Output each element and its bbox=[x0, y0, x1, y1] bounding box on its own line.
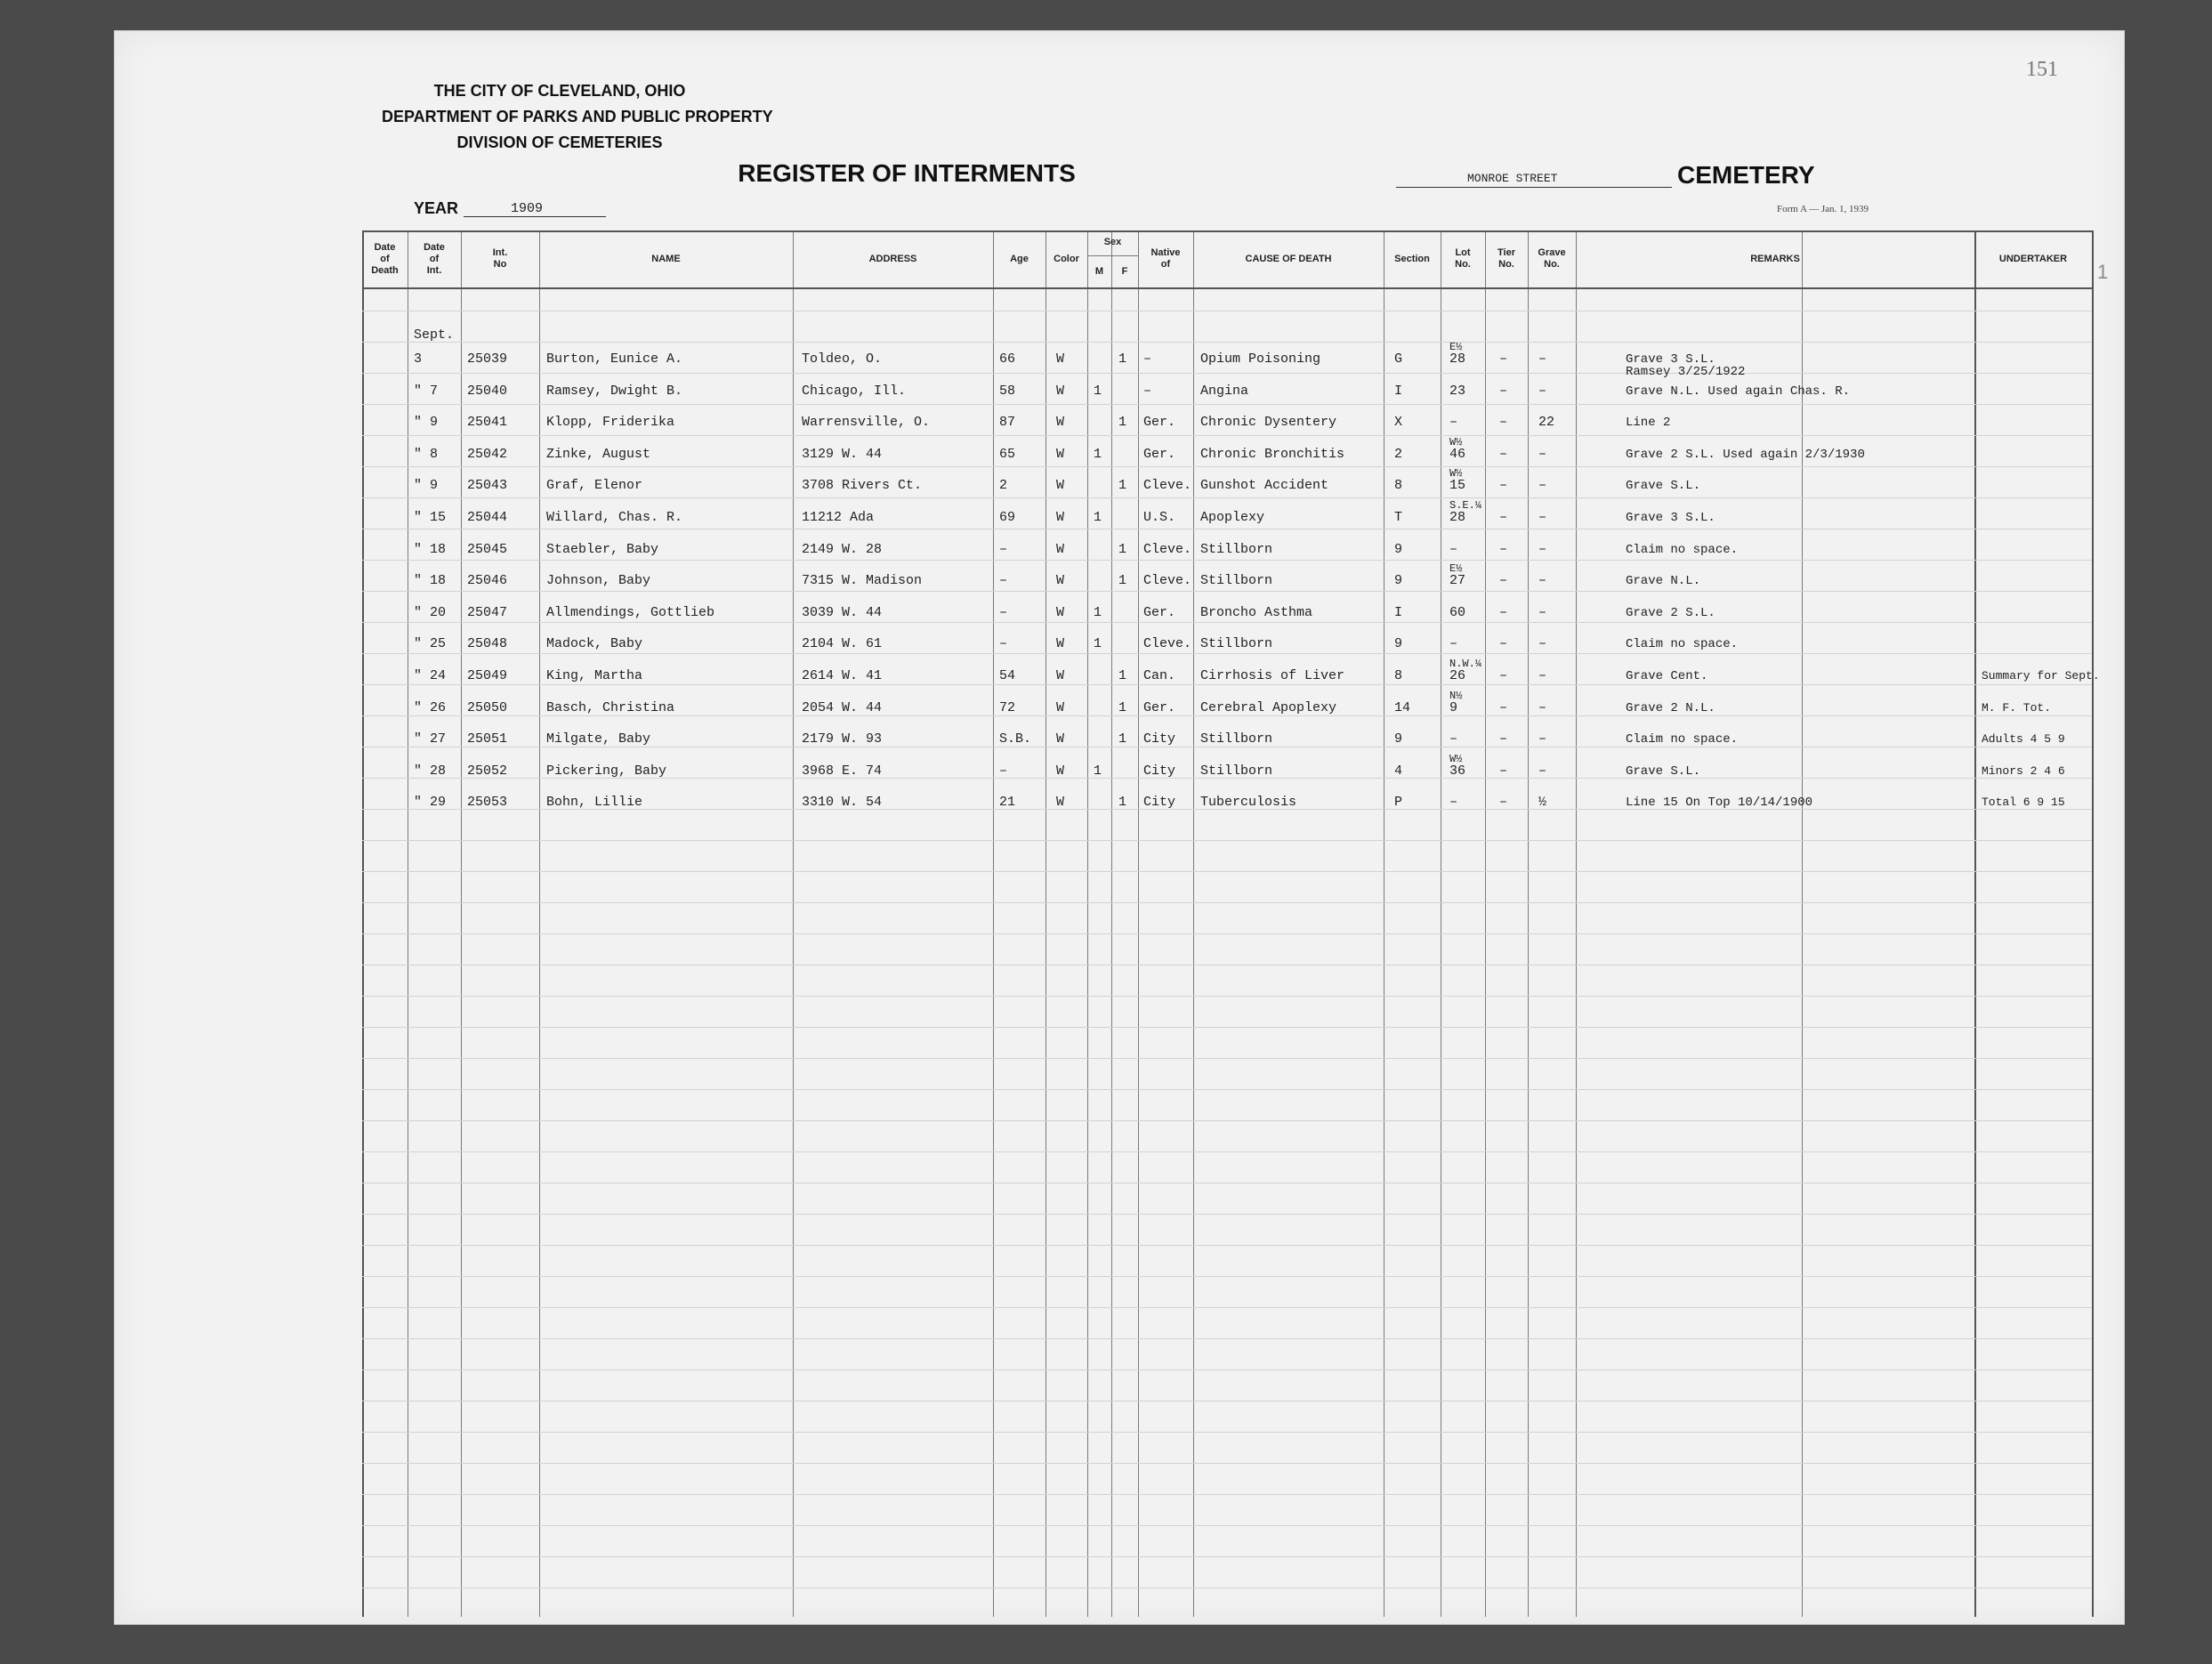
lot-fraction-note: S.E.¼ bbox=[1449, 499, 1482, 512]
remarks: Grave 3 S.L. bbox=[1626, 511, 1716, 525]
tier-number: – bbox=[1499, 351, 1508, 367]
int-number: 25039 bbox=[467, 351, 508, 367]
tier-number: – bbox=[1499, 795, 1508, 811]
lot-number: – bbox=[1449, 636, 1458, 652]
col-address: ADDRESS bbox=[868, 253, 917, 264]
remarks: Claim no space. bbox=[1626, 732, 1739, 747]
grave-number: – bbox=[1538, 699, 1547, 715]
remarks: Claim no space. bbox=[1626, 637, 1739, 652]
native-of: Can. bbox=[1143, 668, 1176, 683]
remarks: Grave Cent. bbox=[1626, 669, 1708, 683]
section: 8 bbox=[1394, 668, 1403, 683]
native-of: Ger. bbox=[1143, 699, 1176, 715]
section: I bbox=[1394, 383, 1403, 399]
int-number: 25040 bbox=[467, 383, 508, 399]
deceased-name: King, Martha bbox=[546, 668, 643, 683]
address: 2179 W. 93 bbox=[802, 731, 883, 747]
int-number: 25051 bbox=[467, 731, 508, 747]
lot-fraction-note: W½ bbox=[1449, 435, 1463, 448]
age: 87 bbox=[999, 415, 1016, 431]
remarks-note: Ramsey 3/25/1922 bbox=[1626, 365, 1746, 379]
undertaker: Adults 4 5 9 bbox=[1982, 732, 2065, 747]
deceased-name: Klopp, Friderika bbox=[546, 415, 675, 431]
register-title: REGISTER OF INTERMENTS bbox=[738, 159, 1076, 187]
sex-m: 1 bbox=[1094, 763, 1102, 779]
section: 8 bbox=[1394, 478, 1403, 494]
int-date: " 25 bbox=[414, 636, 447, 652]
color: W bbox=[1056, 795, 1065, 811]
grave-number: – bbox=[1538, 604, 1547, 620]
remarks: Grave N.L. bbox=[1626, 574, 1701, 589]
grave-number: 22 bbox=[1538, 415, 1555, 431]
cause-of-death: Broncho Asthma bbox=[1200, 604, 1313, 620]
city-heading: THE CITY OF CLEVELAND, OHIO bbox=[433, 82, 686, 100]
sex-m: 1 bbox=[1094, 383, 1102, 399]
deceased-name: Bohn, Lillie bbox=[546, 795, 643, 811]
int-number: 25045 bbox=[467, 541, 508, 557]
deceased-name: Allmendings, Gottlieb bbox=[546, 604, 715, 620]
col-cause: CAUSE OF DEATH bbox=[1245, 253, 1332, 264]
int-date: " 20 bbox=[414, 604, 447, 620]
form-note: Form A — Jan. 1, 1939 bbox=[1777, 204, 1869, 214]
cause-of-death: Stillborn bbox=[1200, 573, 1273, 589]
native-of: Cleve. bbox=[1143, 573, 1192, 589]
cause-of-death: Chronic Dysentery bbox=[1200, 415, 1337, 431]
lot-number: 28 bbox=[1449, 510, 1466, 525]
int-date: " 8 bbox=[414, 446, 439, 462]
tier-number: – bbox=[1499, 446, 1508, 462]
native-of: Ger. bbox=[1143, 415, 1176, 431]
col-undertaker: UNDERTAKER bbox=[1998, 253, 2068, 264]
deceased-name: Zinke, August bbox=[546, 446, 651, 462]
cause-of-death: Stillborn bbox=[1200, 541, 1273, 557]
section: 14 bbox=[1394, 699, 1411, 715]
cause-of-death: Stillborn bbox=[1200, 763, 1273, 779]
sex-f: 1 bbox=[1118, 699, 1127, 715]
tier-number: – bbox=[1499, 415, 1508, 431]
grave-number: – bbox=[1538, 446, 1547, 462]
cause-of-death: Stillborn bbox=[1200, 731, 1273, 747]
address: 2104 W. 61 bbox=[802, 636, 883, 652]
deceased-name: Graf, Elenor bbox=[546, 478, 643, 494]
color: W bbox=[1056, 668, 1065, 683]
age: S.B. bbox=[999, 731, 1032, 747]
sex-m: 1 bbox=[1094, 510, 1102, 525]
tier-number: – bbox=[1499, 573, 1508, 589]
sex-f: 1 bbox=[1118, 541, 1127, 557]
native-of: Ger. bbox=[1143, 446, 1176, 462]
native-of: City bbox=[1143, 795, 1176, 811]
int-date: " 18 bbox=[414, 541, 447, 557]
sex-m: 1 bbox=[1094, 604, 1102, 620]
grave-number: – bbox=[1538, 510, 1547, 525]
deceased-name: Burton, Eunice A. bbox=[546, 351, 683, 367]
cemetery-label: CEMETERY bbox=[1677, 161, 1815, 189]
tier-number: – bbox=[1499, 604, 1508, 620]
cause-of-death: Gunshot Accident bbox=[1200, 478, 1329, 494]
grave-number: – bbox=[1538, 636, 1547, 652]
lot-number: 9 bbox=[1449, 699, 1458, 715]
lot-fraction-note: N½ bbox=[1449, 689, 1463, 702]
lot-number: 60 bbox=[1449, 604, 1466, 620]
address: Warrensville, O. bbox=[802, 415, 931, 431]
tier-number: – bbox=[1499, 510, 1508, 525]
col-lot: Lot No. bbox=[1455, 247, 1471, 270]
lot-number: 36 bbox=[1449, 763, 1466, 779]
deceased-name: Milgate, Baby bbox=[546, 731, 651, 747]
native-of: – bbox=[1143, 383, 1152, 399]
color: W bbox=[1056, 351, 1065, 367]
cause-of-death: Apoplexy bbox=[1200, 510, 1265, 525]
col-sex-f: F bbox=[1121, 265, 1128, 277]
sex-f: 1 bbox=[1118, 415, 1127, 431]
col-age: Age bbox=[1010, 253, 1029, 264]
section: T bbox=[1394, 510, 1403, 525]
col-grave: Grave No. bbox=[1538, 247, 1566, 270]
sex-f: 1 bbox=[1118, 478, 1127, 494]
age: 58 bbox=[999, 383, 1016, 399]
section: I bbox=[1394, 604, 1403, 620]
cause-of-death: Stillborn bbox=[1200, 636, 1273, 652]
age: – bbox=[999, 573, 1008, 589]
year-label: YEAR bbox=[414, 199, 459, 217]
grave-number: – bbox=[1538, 351, 1547, 367]
native-of: – bbox=[1143, 351, 1152, 367]
int-date: " 24 bbox=[414, 668, 447, 683]
sex-f: 1 bbox=[1118, 573, 1127, 589]
lot-number: – bbox=[1449, 731, 1458, 747]
cause-of-death: Tuberculosis bbox=[1200, 795, 1297, 811]
tier-number: – bbox=[1499, 699, 1508, 715]
tier-number: – bbox=[1499, 541, 1508, 557]
address: 3039 W. 44 bbox=[802, 604, 883, 620]
age: 2 bbox=[999, 478, 1008, 494]
cause-of-death: Chronic Bronchitis bbox=[1200, 446, 1345, 462]
int-date: " 26 bbox=[414, 699, 447, 715]
native-of: U.S. bbox=[1143, 510, 1176, 525]
col-remarks: REMARKS bbox=[1750, 253, 1800, 264]
sex-m: 1 bbox=[1094, 636, 1102, 652]
col-color: Color bbox=[1054, 253, 1079, 264]
deceased-name: Pickering, Baby bbox=[546, 763, 667, 779]
age: 66 bbox=[999, 351, 1016, 367]
int-number: 25043 bbox=[467, 478, 508, 494]
int-number: 25050 bbox=[467, 699, 508, 715]
col-date-int: Date of Int. bbox=[424, 241, 445, 276]
age: – bbox=[999, 604, 1008, 620]
year-underline bbox=[464, 216, 606, 217]
address: 2054 W. 44 bbox=[802, 699, 883, 715]
lot-number: 27 bbox=[1449, 573, 1466, 589]
section: 9 bbox=[1394, 731, 1403, 747]
section: P bbox=[1394, 795, 1403, 811]
remarks: Grave S.L. bbox=[1626, 763, 1701, 779]
section: X bbox=[1394, 415, 1403, 431]
section: 2 bbox=[1394, 446, 1403, 462]
sex-f: 1 bbox=[1118, 731, 1127, 747]
lot-fraction-note: W½ bbox=[1449, 752, 1463, 765]
address: 2614 W. 41 bbox=[802, 668, 883, 683]
undertaker: Minors 2 4 6 bbox=[1982, 763, 2065, 778]
deceased-name: Willard, Chas. R. bbox=[546, 510, 683, 525]
int-number: 25053 bbox=[467, 795, 508, 811]
grave-number: – bbox=[1538, 573, 1547, 589]
grave-number: – bbox=[1538, 763, 1547, 779]
int-date: " 18 bbox=[414, 573, 447, 589]
int-date: " 9 bbox=[414, 415, 439, 431]
remarks: Grave 2 S.L. bbox=[1626, 605, 1716, 620]
color: W bbox=[1056, 604, 1065, 620]
native-of: Ger. bbox=[1143, 604, 1176, 620]
remarks: Line 2 bbox=[1626, 416, 1671, 431]
color: W bbox=[1056, 383, 1065, 399]
int-date: " 27 bbox=[414, 731, 447, 747]
section: 4 bbox=[1394, 763, 1403, 779]
year-value: 1909 bbox=[511, 201, 544, 216]
grave-number: – bbox=[1538, 478, 1547, 494]
age: – bbox=[999, 636, 1008, 652]
grave-number: – bbox=[1538, 668, 1547, 683]
int-number: 25048 bbox=[467, 636, 508, 652]
lot-number: – bbox=[1449, 541, 1458, 557]
address: 2149 W. 28 bbox=[802, 541, 883, 557]
int-number: 25042 bbox=[467, 446, 508, 462]
address: 3968 E. 74 bbox=[802, 763, 883, 779]
color: W bbox=[1056, 478, 1065, 494]
remarks: Grave 3 S.L. bbox=[1626, 352, 1716, 367]
remarks: Grave 2 N.L. bbox=[1626, 700, 1716, 715]
remarks: Grave S.L. bbox=[1626, 479, 1701, 494]
col-tier: Tier No. bbox=[1498, 247, 1515, 270]
age: – bbox=[999, 541, 1008, 557]
address: 3310 W. 54 bbox=[802, 795, 883, 811]
address: 3708 Rivers Ct. bbox=[802, 478, 923, 494]
col-date-death: Date of Death bbox=[371, 241, 399, 276]
deceased-name: Johnson, Baby bbox=[546, 573, 651, 589]
section: 9 bbox=[1394, 541, 1403, 557]
col-name: NAME bbox=[651, 253, 681, 264]
int-number: 25049 bbox=[467, 668, 508, 683]
tier-number: – bbox=[1499, 731, 1508, 747]
col-sex: Sex bbox=[1103, 236, 1122, 247]
cause-of-death: Angina bbox=[1200, 383, 1249, 399]
cause-of-death: Cerebral Apoplexy bbox=[1200, 699, 1337, 715]
undertaker: M. F. Tot. bbox=[1982, 700, 2052, 715]
cause-of-death: Cirrhosis of Liver bbox=[1200, 668, 1345, 683]
sex-f: 1 bbox=[1118, 351, 1127, 367]
int-number: 25041 bbox=[467, 415, 508, 431]
color: W bbox=[1056, 763, 1065, 779]
month-label: Sept. bbox=[414, 327, 455, 343]
color: W bbox=[1056, 699, 1065, 715]
deceased-name: Ramsey, Dwight B. bbox=[546, 383, 683, 399]
remarks: Grave N.L. Used again Chas. R. bbox=[1626, 384, 1851, 399]
division-heading: DIVISION OF CEMETERIES bbox=[456, 133, 663, 151]
tier-number: – bbox=[1499, 668, 1508, 683]
section: G bbox=[1394, 351, 1403, 367]
sex-m: 1 bbox=[1094, 446, 1102, 462]
grave-number: – bbox=[1538, 731, 1547, 747]
lot-number: 15 bbox=[1449, 478, 1466, 494]
col-int-no: Int. No bbox=[492, 247, 508, 270]
deceased-name: Staebler, Baby bbox=[546, 541, 659, 557]
lot-number: 46 bbox=[1449, 446, 1466, 462]
department-heading: DEPARTMENT OF PARKS AND PUBLIC PROPERTY bbox=[382, 108, 773, 125]
col-sex-m: M bbox=[1094, 265, 1104, 277]
age: 54 bbox=[999, 668, 1016, 683]
lot-number: – bbox=[1449, 415, 1458, 431]
lot-number: – bbox=[1449, 795, 1458, 811]
undertaker: Summary for Sept. bbox=[1982, 669, 2100, 683]
color: W bbox=[1056, 636, 1065, 652]
lot-fraction-note: E½ bbox=[1449, 341, 1463, 353]
age: – bbox=[999, 763, 1008, 779]
color: W bbox=[1056, 510, 1065, 525]
cemetery-name: MONROE STREET bbox=[1467, 172, 1558, 185]
col-section: Section bbox=[1394, 253, 1430, 264]
int-date: " 29 bbox=[414, 795, 447, 811]
undertaker: Total 6 9 15 bbox=[1982, 796, 2065, 810]
grave-number: – bbox=[1538, 541, 1547, 557]
address: 7315 W. Madison bbox=[802, 573, 923, 589]
interment-ledger bbox=[362, 230, 2100, 1617]
int-date: " 15 bbox=[414, 510, 447, 525]
age: 65 bbox=[999, 446, 1016, 462]
remarks: Claim no space. bbox=[1626, 542, 1739, 557]
col-native: Native of bbox=[1150, 247, 1181, 270]
native-of: Cleve. bbox=[1143, 478, 1192, 494]
remarks: Grave 2 S.L. Used again 2/3/1930 bbox=[1626, 447, 1865, 462]
deceased-name: Madock, Baby bbox=[546, 636, 643, 652]
lot-fraction-note: N.W.¼ bbox=[1449, 658, 1482, 670]
address: Chicago, Ill. bbox=[802, 383, 907, 399]
tier-number: – bbox=[1499, 763, 1508, 779]
int-date: " 28 bbox=[414, 763, 447, 779]
section: 9 bbox=[1394, 636, 1403, 652]
age: 21 bbox=[999, 795, 1016, 811]
lot-number: 28 bbox=[1449, 351, 1466, 367]
int-date: " 9 bbox=[414, 478, 439, 494]
lot-number: 23 bbox=[1449, 383, 1466, 399]
address: Toldeo, O. bbox=[802, 351, 883, 367]
tier-number: – bbox=[1499, 478, 1508, 494]
age: 72 bbox=[999, 699, 1016, 715]
cemetery-underline bbox=[1396, 187, 1672, 188]
int-number: 25046 bbox=[467, 573, 508, 589]
section: 9 bbox=[1394, 573, 1403, 589]
color: W bbox=[1056, 731, 1065, 747]
int-date: " 7 bbox=[414, 383, 439, 399]
address: 3129 W. 44 bbox=[802, 446, 883, 462]
remarks: Line 15 On Top 10/14/1900 bbox=[1626, 796, 1813, 811]
address: 11212 Ada bbox=[802, 510, 875, 525]
native-of: City bbox=[1143, 763, 1176, 779]
color: W bbox=[1056, 573, 1065, 589]
int-date: 3 bbox=[414, 351, 423, 367]
tier-number: – bbox=[1499, 383, 1508, 399]
cause-of-death: Opium Poisoning bbox=[1200, 351, 1321, 367]
native-of: Cleve. bbox=[1143, 636, 1192, 652]
deceased-name: Basch, Christina bbox=[546, 699, 675, 715]
grave-number: ½ bbox=[1538, 795, 1547, 811]
page-number: 151 bbox=[2026, 58, 2058, 81]
native-of: City bbox=[1143, 731, 1176, 747]
int-number: 25052 bbox=[467, 763, 508, 779]
register-page bbox=[114, 30, 2125, 1625]
sex-f: 1 bbox=[1118, 668, 1127, 683]
grave-number: – bbox=[1538, 383, 1547, 399]
lot-fraction-note: W½ bbox=[1449, 467, 1463, 481]
int-number: 25047 bbox=[467, 604, 508, 620]
tier-number: – bbox=[1499, 636, 1508, 652]
age: 69 bbox=[999, 510, 1016, 525]
sex-f: 1 bbox=[1118, 795, 1127, 811]
native-of: Cleve. bbox=[1143, 541, 1192, 557]
color: W bbox=[1056, 415, 1065, 431]
side-number: 1 bbox=[2097, 261, 2109, 283]
lot-number: 26 bbox=[1449, 668, 1466, 683]
lot-fraction-note: E½ bbox=[1449, 562, 1463, 576]
color: W bbox=[1056, 541, 1065, 557]
color: W bbox=[1056, 446, 1065, 462]
int-number: 25044 bbox=[467, 510, 508, 525]
